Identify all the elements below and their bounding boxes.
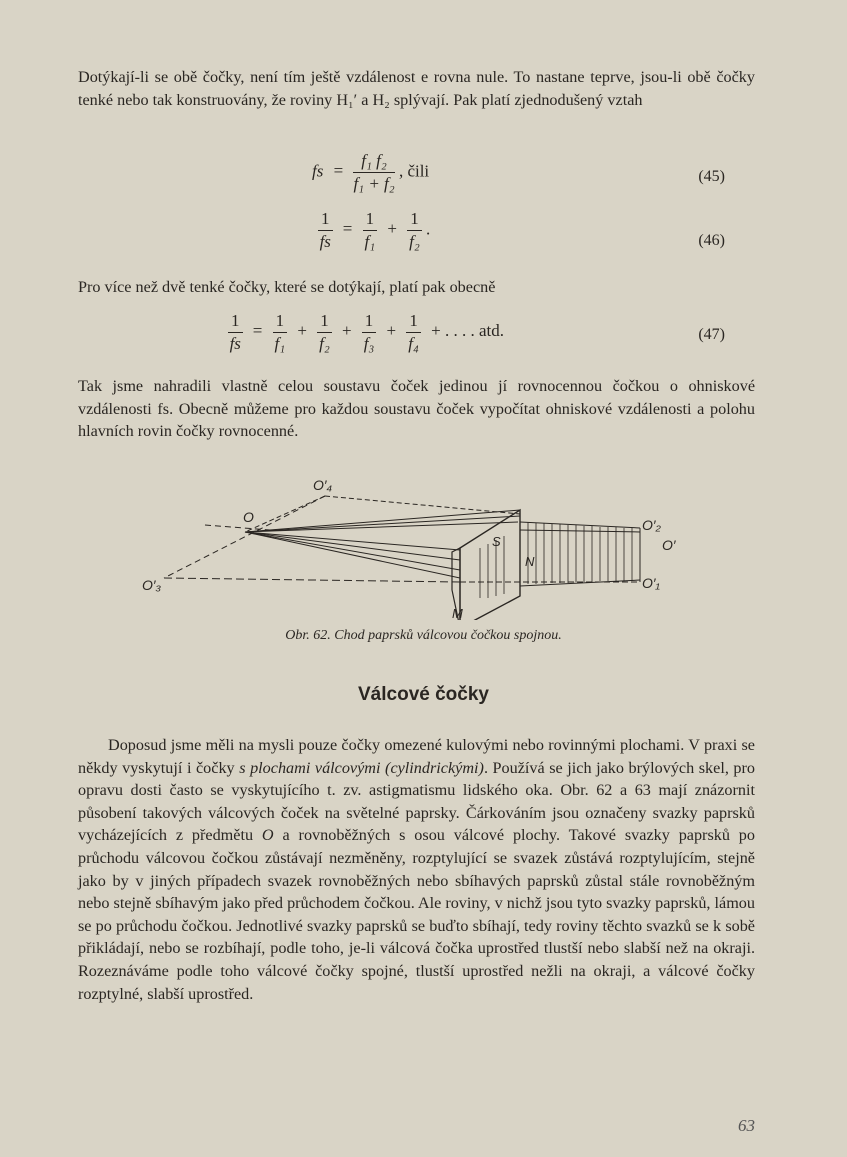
body-text-b: . Používá se jich jako brýlových skel, pro opravu dosti často se vyskytujícího t. zv. astigmatismu lidského oka. Obr. 62 a 63 mají znázornit působení takových válcových čoček na světelné paprsky. Čárkováním jsou označeny svazky paprsků vycházejících z předmětu	[78, 758, 756, 845]
eq47-plus-2: +	[341, 321, 352, 341]
section-heading: Válcové čočky	[358, 684, 489, 705]
label-o-prime: O′	[662, 537, 676, 553]
equation-number-47: (47)	[698, 326, 725, 343]
eq47-tail: + . . . . atd.	[431, 321, 504, 341]
eq45-tail: , čili	[398, 161, 430, 181]
eq45-equals: =	[333, 161, 344, 181]
eq45-denominator: f₁ + f₂	[353, 174, 395, 193]
eq47-equals: =	[252, 321, 263, 341]
eq47-f2: f₂	[319, 334, 330, 353]
label-o4: O′₄	[313, 477, 333, 493]
eq47-plus-3: +	[386, 321, 397, 341]
intro-paragraph: Dotýkají-li se obě čočky, není tím ještě vzdálenost e rovna nule. To nastane teprve, jsou-li obě čočky tenké nebo tak konstruovány, že roviny H₁′ a H₂ splývají. Pak platí zjednodušený vztah	[78, 68, 755, 109]
body-text-a: Doposud jsme měli na mysli pouze čočky omezené kulovými nebo rovinnými plochami. V praxi se někdy vyskytují i čočky	[78, 736, 755, 777]
label-o2: O′₂	[642, 517, 661, 533]
eq46-frac-f2	[407, 208, 422, 253]
eq47-frac-f4	[406, 310, 421, 355]
eq46-one-c: 1	[407, 208, 422, 231]
body-emphasis-object: O	[261, 826, 274, 845]
eq46-one-b: 1	[363, 208, 378, 231]
eq46-fs: fs	[319, 232, 331, 251]
eq47-frac-f3	[362, 310, 377, 355]
page-number: 63	[738, 1116, 755, 1135]
eq47-frac-lhs	[228, 310, 243, 355]
eq47-f3: f₃	[363, 334, 375, 353]
eq47-one: 1	[228, 310, 243, 333]
eq45-lhs: fs	[312, 161, 324, 181]
eq47-plus-1: +	[297, 321, 307, 341]
eq46-end: .	[425, 219, 431, 239]
body-emphasis-cylindrical: s plochami válcovými (cylindrickými)	[239, 758, 484, 777]
equation-45	[312, 150, 429, 195]
eq47-one-e: 1	[406, 310, 421, 333]
label-s: S	[492, 534, 501, 549]
figure-caption: Obr. 62. Chod paprsků válcovou čočkou spojnou.	[285, 628, 562, 643]
eq47-frac-f1	[273, 310, 288, 355]
label-n: N	[525, 554, 535, 569]
label-o3: O′₃	[142, 577, 162, 593]
equation-number-46: (46)	[698, 232, 725, 249]
eq46-one: 1	[318, 208, 333, 231]
equation-47	[228, 310, 504, 355]
eq46-plus: +	[387, 219, 397, 239]
eq46-frac-f1	[363, 208, 378, 253]
eq47-one-d: 1	[362, 310, 377, 333]
label-o1: O′₁	[642, 575, 660, 591]
eq47-one-b: 1	[273, 310, 288, 333]
eq46-frac-lhs	[318, 208, 333, 253]
label-o: O	[243, 509, 254, 525]
equation-46	[318, 208, 430, 253]
body-text-c: a rovnoběžných s osou válcové plochy. Takové svazky paprsků po průchodu válcovou čočkou zůstávají nezměněny, rozptylující se svazek zůstává rozptylujícím, stejně jako by v jiných případech svazek rovnoběžných nebo sbíhavých paprsků zůstal stále rovnoběžným nebo stejně sbíhavým jako před průchodem čočkou. Ale roviny, v nichž jsou tyto svazky paprsků, lámou se po průchodu čočkou. Jednotlivé svazky paprsků se buďto sbíhají, tedy roviny těchto svazků se k sobě přikládají, nebo se rozbíhají, podle toho, je-li válcová čočka uprostřed tlustší nebo slabší než na okraji. Rozeznáváme podle toho válcové čočky spojné, tlustší uprostřed nežli na okraji, a válcové čočky rozptylné, slabší uprostřed.	[78, 826, 755, 1003]
eq46-f1: f₁	[364, 232, 376, 251]
multi-lens-paragraph: Pro více než dvě tenké čočky, které se dotýkají, platí pak obecně	[78, 278, 496, 296]
eq47-f4: f₄	[408, 334, 419, 353]
eq47-frac-f2	[317, 310, 332, 355]
figure-62-diagram	[130, 470, 690, 620]
eq47-one-c: 1	[317, 310, 332, 333]
eq46-f2: f₂	[409, 232, 420, 251]
eq45-fraction	[353, 150, 394, 195]
eq45-numerator: f₁ f₂	[353, 150, 394, 173]
label-m: M	[452, 606, 463, 620]
eq47-fs: fs	[229, 334, 241, 353]
equation-number-45: (45)	[698, 168, 725, 185]
body-paragraph	[78, 734, 755, 1005]
eq46-equals: =	[342, 219, 353, 239]
eq47-f1: f₁	[274, 334, 286, 353]
summary-paragraph: Tak jsme nahradili vlastně celou soustavu čoček jedinou jí rovnocennou čočkou o ohniskové vzdálenosti fs. Obecně můžeme pro každou soustavu čoček vypočítat ohniskové vzdálenosti a polohu hlavních rovin čočky rovnocenné.	[78, 377, 755, 441]
